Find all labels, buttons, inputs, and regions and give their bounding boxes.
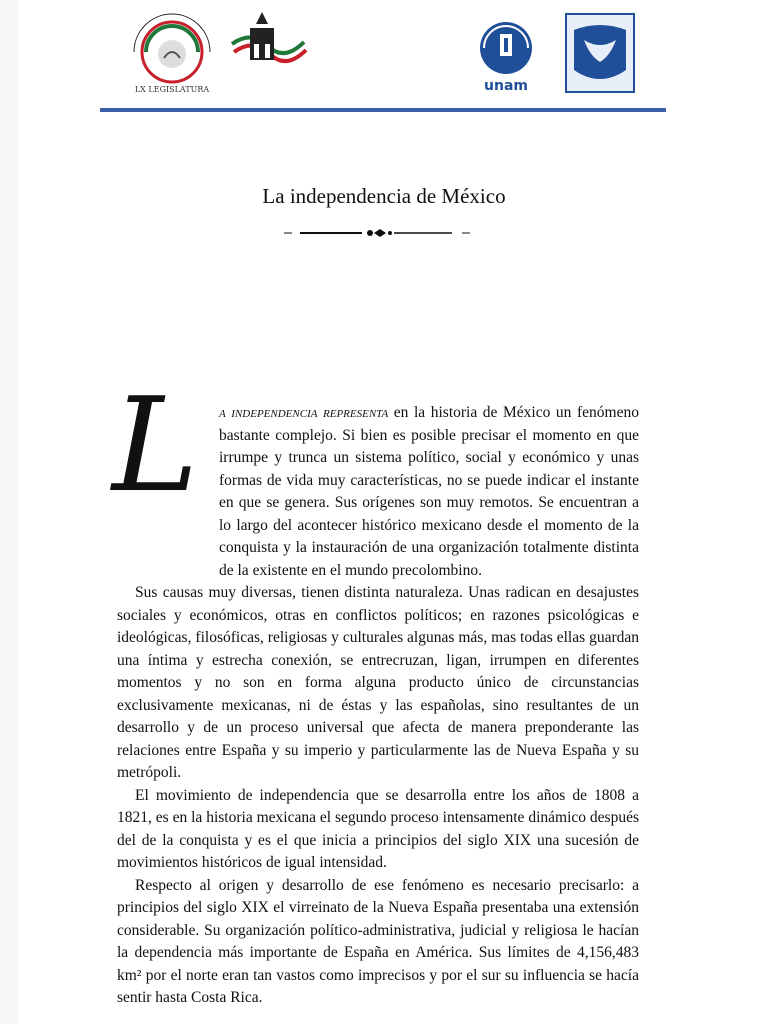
- page-edge: [0, 0, 18, 1024]
- title-ornament: [282, 226, 472, 240]
- bicentenario-logo: [228, 10, 308, 68]
- paragraph-4: Respecto al origen y desarrollo de ese fenómeno es necesario precisarlo: a principios del siglo XIX el virreinato de la Nueva España presentaba una extensión considerable. Su organización político-administrativa, judicial y religiosa le hacían la dependencia más importante de España en América. Sus límites de 4,156,483 km² por el norte eran tan vastos como imprecisos y por el sur su influencia se hacía sentir hasta Costa Rica.: [117, 876, 639, 1006]
- senado-logo: [128, 8, 216, 96]
- paragraph-3: El movimiento de independencia que se desarrolla entre los años de 1808 a 1821, es en la historia mexicana el segundo proceso intensamente dinámico después del de la conquista y es el que inicia a principios del siglo XIX una sucesión de movimientos históricos de igual intensidad.: [117, 786, 639, 871]
- drop-cap: L: [112, 369, 199, 521]
- iij-logo: [466, 8, 546, 96]
- unam-seal: [562, 10, 638, 96]
- paragraph-1-text: en la historia de México un fenómeno bastante complejo. Si bien es posible precisar el momento en que irrumpe y trunca un sistema político, social y económico y unas formas de vida muy características, no se puede indicar el instante en que se genera. Sus orígenes son muy remotos. Se encuentran a lo largo del acontecer histórico mexicano desde el momento de la conquista y la instauración de una organización totalmente distinta de la existente en el mundo precolombino.: [219, 404, 639, 579]
- paragraph-1: [117, 402, 639, 582]
- paragraph-2: Sus causas muy diversas, tienen distinta naturaleza. Unas radican en desajustes sociales y económicos, otras en conflictos políticos; en razones psicológicas e ideológicas, filosóficas, religiosas y culturales algunas más, mas todas ellas guardan una íntima y estrecha conexión, se entrecruzan, ligan, irrumpen en diferentes momentos y no son en forma alguna producto único de circunstancias exclusivamente mexicanas, ni de éstas y las españolas, sino resultantes de un desarrollo y de un proceso universal que afecta de manera preponderante las relaciones entre España y su imperio y particularmente las de Nueva España y su metrópoli.: [117, 584, 639, 781]
- svg-text:unam: unam: [484, 78, 528, 94]
- chapter-title: La independencia de México: [262, 184, 506, 208]
- header-rule: [100, 108, 666, 112]
- opening-small-caps: a independencia representa: [219, 404, 389, 421]
- body-text: [117, 402, 639, 1010]
- svg-text:LX LEGISLATURA: LX LEGISLATURA: [134, 85, 210, 94]
